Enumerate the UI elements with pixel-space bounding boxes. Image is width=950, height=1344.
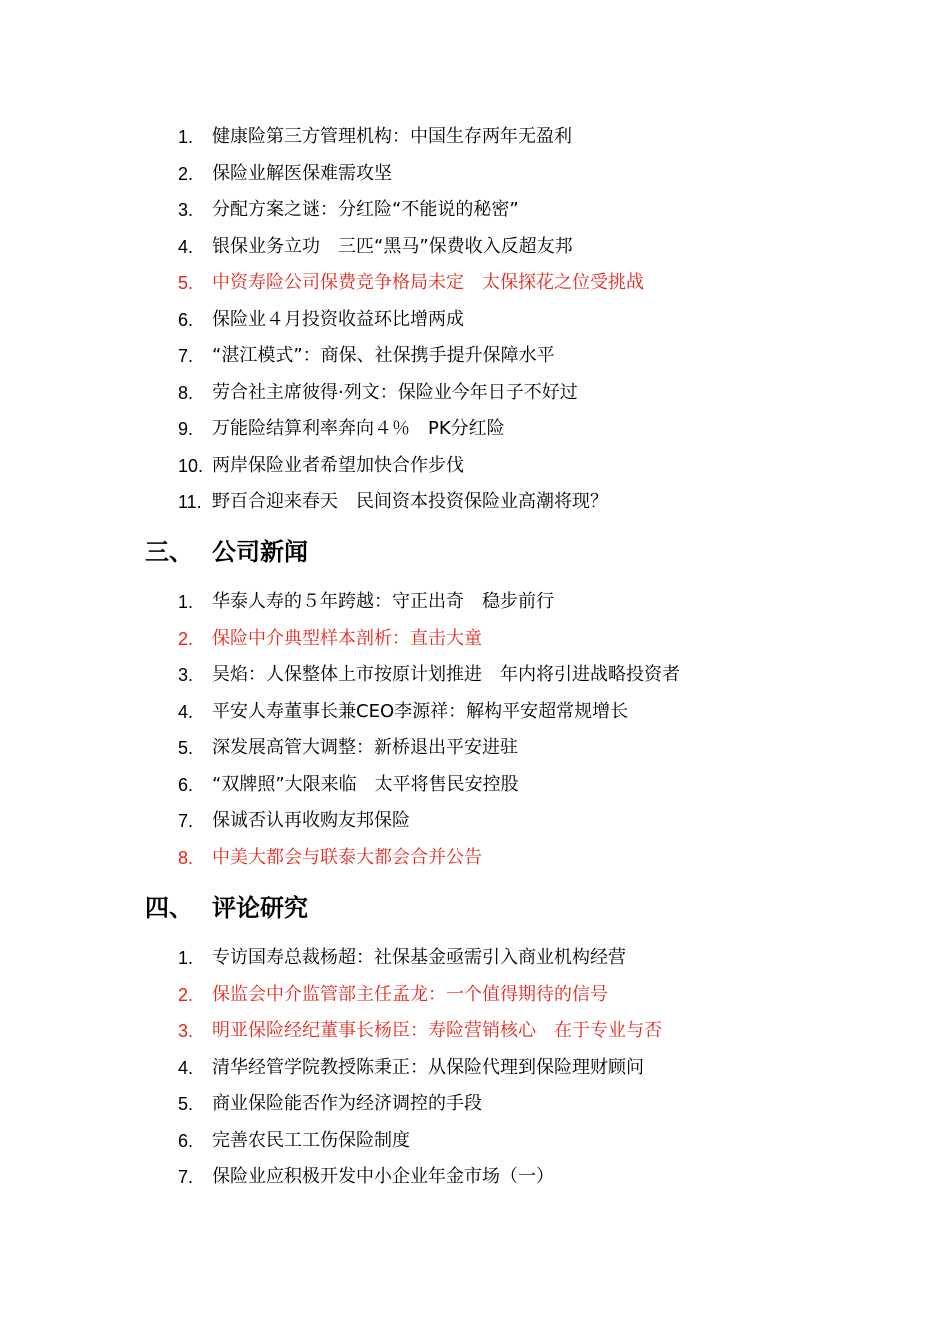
item-title: 保险业４月投资收益环比增两成 [212, 308, 464, 330]
item-title: 健康险第三方管理机构：中国生存两年无盈利 [212, 126, 572, 147]
list-item[interactable] [178, 159, 392, 189]
item-number: 2. [178, 163, 194, 184]
list-item[interactable] [178, 487, 608, 517]
item-number: 5. [178, 1094, 194, 1114]
item-number: 5. [178, 273, 194, 293]
list-item[interactable] [178, 341, 555, 371]
list-item[interactable] [178, 770, 519, 800]
item-title: 保监会中介监管部主任孟龙：一个值得期待的信号 [212, 983, 608, 1005]
list-item[interactable] [178, 414, 505, 444]
item-title: 野百合迎来春天 民间资本投资保险业高潮将现？ [212, 491, 608, 512]
section-heading-company-news [145, 534, 308, 570]
section-title: 公司新闻 [212, 538, 308, 566]
list-item[interactable] [178, 1016, 662, 1046]
list-item[interactable] [178, 806, 410, 836]
item-number: 3. [178, 200, 194, 220]
list-item[interactable] [178, 1053, 644, 1083]
item-title: 劳合社主席彼得·列文：保险业今年日子不好过 [212, 381, 578, 403]
item-title: 两岸保险业者希望加快合作步伐 [212, 454, 464, 476]
item-number: 9. [178, 419, 194, 439]
item-title: 万能险结算利率奔向４％ PK分红险 [212, 418, 505, 439]
item-number: 6. [178, 309, 194, 330]
list-item[interactable] [178, 378, 578, 408]
list-item[interactable] [178, 122, 572, 152]
item-number: 7. [178, 811, 194, 831]
list-item[interactable] [178, 195, 519, 225]
list-item[interactable] [178, 1162, 554, 1192]
list-item[interactable] [178, 733, 518, 763]
section-number: 三、 [145, 538, 193, 566]
item-title: “双牌照”大限来临 太平将售民安控股 [212, 773, 519, 795]
list-item[interactable] [178, 943, 626, 973]
list-item[interactable] [178, 451, 464, 481]
item-title: 中美大都会与联泰大都会合并公告 [212, 846, 482, 868]
item-number: 4. [178, 236, 194, 257]
item-title: 保诚否认再收购友邦保险 [212, 810, 410, 831]
item-title: 保险业解医保难需攻坚 [212, 162, 392, 184]
section-title: 评论研究 [212, 894, 308, 922]
item-title: 专访国寿总裁杨超：社保基金亟需引入商业机构经营 [212, 947, 626, 968]
item-number: 1. [178, 127, 194, 147]
list-item[interactable] [178, 697, 628, 727]
item-number: 11. [178, 492, 202, 512]
item-title: 完善农民工工伤保险制度 [212, 1129, 410, 1151]
item-title: 深发展高管大调整：新桥退出平安进驻 [212, 737, 518, 758]
list-item[interactable] [178, 980, 608, 1010]
list-item[interactable] [178, 624, 482, 654]
item-title: 保险业应积极开发中小企业年金市场（一） [212, 1166, 554, 1187]
item-number: 7. [178, 1167, 194, 1187]
list-item[interactable] [178, 660, 680, 690]
item-number: 6. [178, 774, 194, 795]
item-number: 4. [178, 1057, 194, 1078]
list-item[interactable] [178, 1126, 410, 1156]
item-title: 分配方案之谜：分红险“不能说的秘密” [212, 199, 519, 220]
list-item[interactable] [178, 587, 554, 617]
section-number: 四、 [145, 894, 193, 922]
item-number: 1. [178, 592, 194, 612]
item-number: 1. [178, 948, 194, 968]
item-title: 平安人寿董事长兼CEO李源祥：解构平安超常规增长 [212, 700, 629, 722]
item-title: 银保业务立功 三匹“黑马”保费收入反超友邦 [212, 235, 573, 257]
item-title: 清华经管学院教授陈秉正：从保险代理到保险理财顾问 [212, 1056, 644, 1078]
list-item[interactable] [178, 268, 644, 298]
item-number: 6. [178, 1130, 194, 1151]
list-item[interactable] [178, 843, 482, 873]
item-number: 7. [178, 346, 194, 366]
item-title: 华泰人寿的５年跨越：守正出奇 稳步前行 [212, 591, 554, 612]
item-number: 5. [178, 738, 194, 758]
item-number: 8. [178, 847, 194, 868]
item-title: 明亚保险经纪董事长杨臣：寿险营销核心 在于专业与否 [212, 1020, 662, 1041]
item-number: 10. [178, 455, 204, 476]
item-title: 保险中介典型样本剖析：直击大童 [212, 627, 482, 649]
section-heading-research [145, 890, 308, 926]
list-item[interactable] [178, 1089, 482, 1119]
list-item[interactable] [178, 305, 464, 335]
item-title: 商业保险能否作为经济调控的手段 [212, 1093, 482, 1114]
item-number: 4. [178, 701, 194, 722]
item-title: 中资寿险公司保费竞争格局未定 太保探花之位受挑战 [212, 272, 644, 293]
item-number: 3. [178, 665, 194, 685]
item-number: 2. [178, 984, 194, 1005]
item-number: 8. [178, 382, 194, 403]
item-number: 2. [178, 628, 194, 649]
item-title: 吴焰：人保整体上市按原计划推进 年内将引进战略投资者 [212, 664, 680, 685]
item-number: 3. [178, 1021, 194, 1041]
item-title: “湛江模式”：商保、社保携手提升保障水平 [212, 345, 555, 366]
list-item[interactable] [178, 232, 573, 262]
